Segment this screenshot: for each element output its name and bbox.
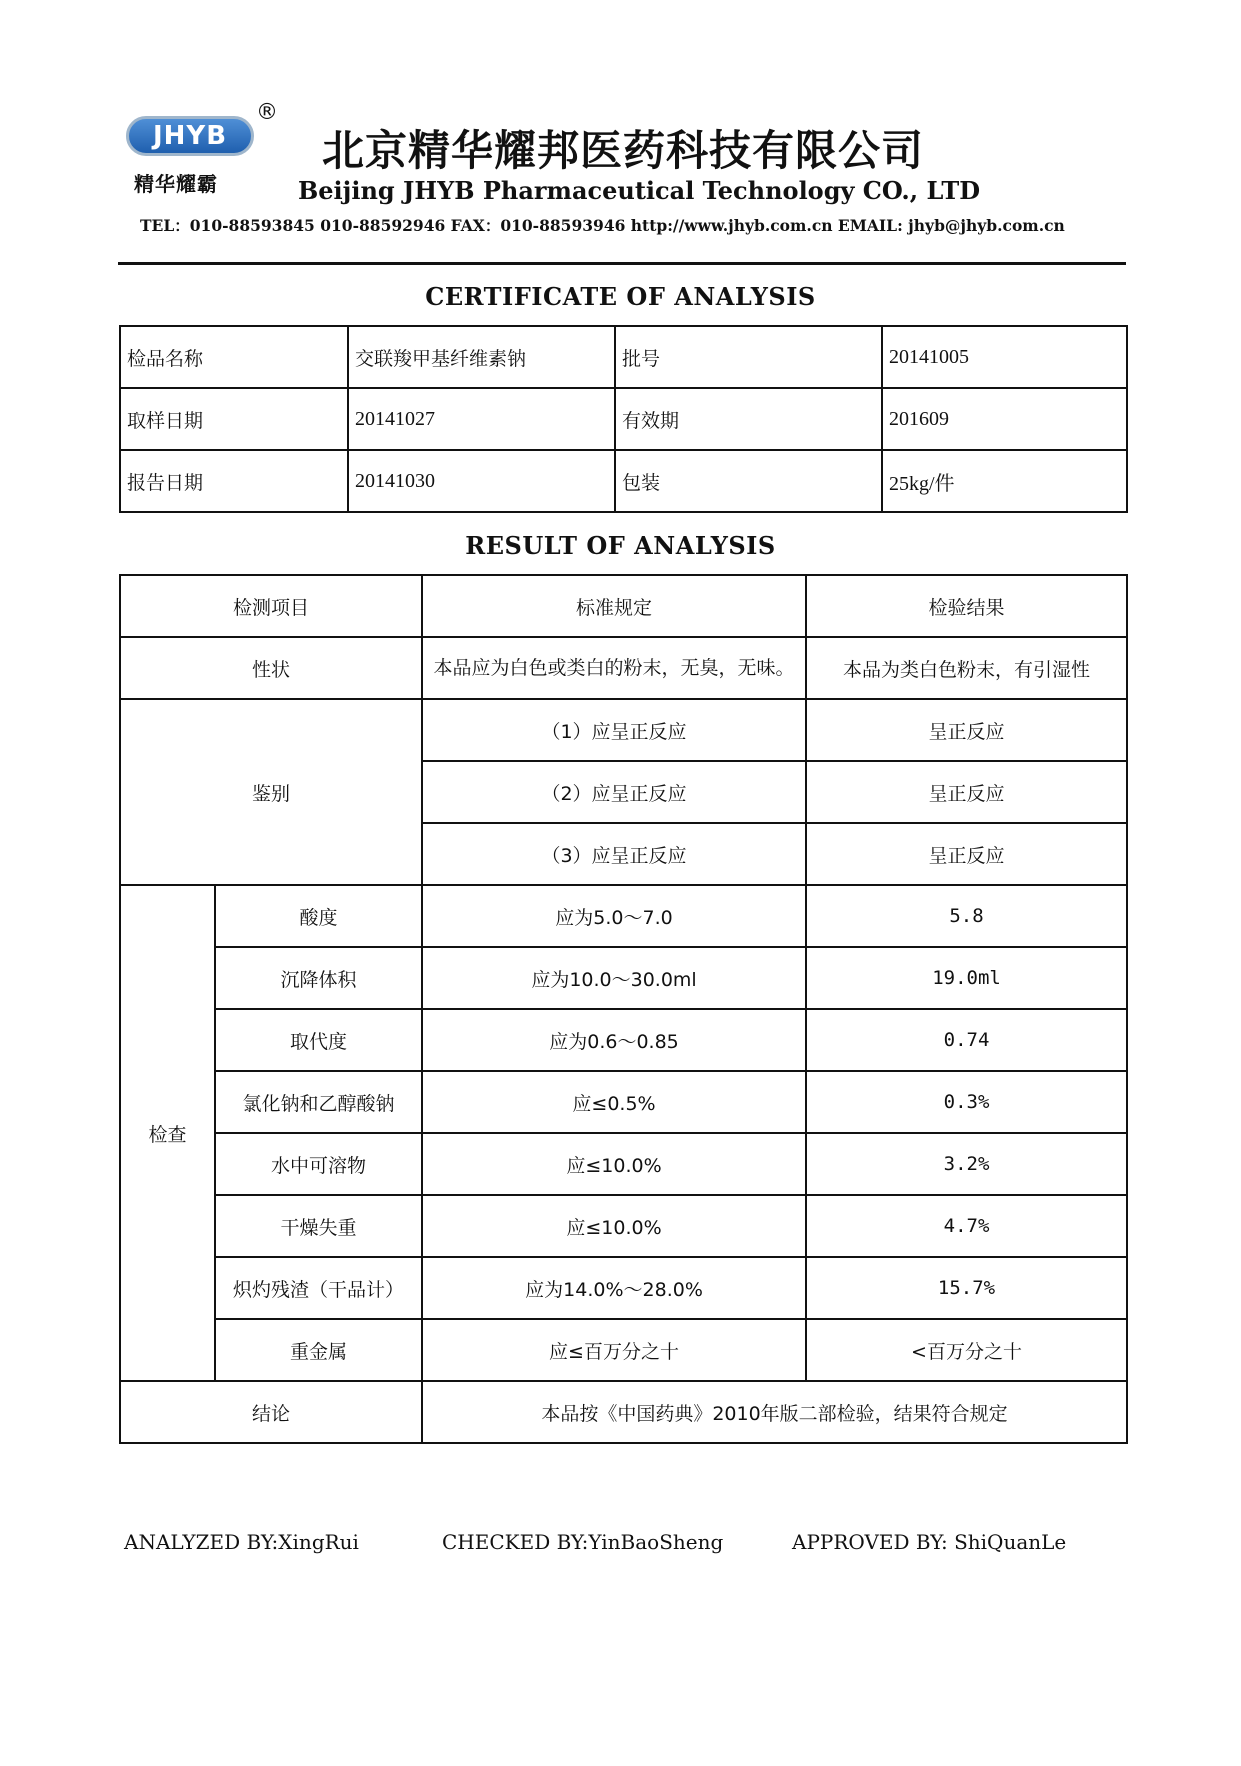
- checked-by: CHECKED BY:YinBaoSheng: [442, 1530, 724, 1554]
- column-header-standard: 标准规定: [422, 575, 806, 637]
- appearance-standard: 本品应为白色或类白的粉末，无臭，无味。: [422, 637, 806, 699]
- inspection-result: 0.74: [806, 1009, 1127, 1071]
- table-row: [120, 699, 1127, 761]
- value-package: 25kg/件: [882, 450, 1127, 512]
- table-row: [120, 1071, 1127, 1133]
- table-row: [120, 1009, 1127, 1071]
- value-sampling-date: 20141027: [348, 388, 615, 450]
- result-table: [119, 574, 1128, 1444]
- table-row: [120, 637, 1127, 699]
- conclusion-item: 结论: [120, 1381, 422, 1443]
- logo-text: JHYB: [152, 121, 228, 151]
- inspection-name: 沉降体积: [215, 947, 422, 1009]
- value-product-name: 交联羧甲基纤维素钠: [348, 326, 615, 388]
- table-row: [120, 947, 1127, 1009]
- conclusion-text: 本品按《中国药典》2010年版二部检验，结果符合规定: [422, 1381, 1127, 1443]
- value-batch-number: 20141005: [882, 326, 1127, 388]
- table-header-row: [120, 575, 1127, 637]
- inspection-result: 5.8: [806, 885, 1127, 947]
- label-sampling-date: 取样日期: [120, 388, 348, 450]
- label-report-date: 报告日期: [120, 450, 348, 512]
- logo-badge: [126, 116, 254, 156]
- inspection-result: 0.3%: [806, 1071, 1127, 1133]
- inspection-result: 15.7%: [806, 1257, 1127, 1319]
- inspection-name: 重金属: [215, 1319, 422, 1381]
- logo-subtitle: 精华耀霸: [134, 172, 218, 196]
- value-report-date: 20141030: [348, 450, 615, 512]
- label-product-name: 检品名称: [120, 326, 348, 388]
- inspection-name: 水中可溶物: [215, 1133, 422, 1195]
- label-expiry: 有效期: [615, 388, 882, 450]
- inspection-standard: 应≤0.5%: [422, 1071, 806, 1133]
- inspection-standard: 应为10.0～30.0ml: [422, 947, 806, 1009]
- table-row: [120, 450, 1127, 512]
- certificate-table: [119, 325, 1128, 513]
- inspection-standard: 应为0.6～0.85: [422, 1009, 806, 1071]
- header-divider: [118, 262, 1126, 265]
- approved-by: APPROVED BY: ShiQuanLe: [792, 1530, 1067, 1554]
- table-row: [120, 1381, 1127, 1443]
- certificate-title: CERTIFICATE OF ANALYSIS: [425, 282, 816, 311]
- inspection-result: 4.7%: [806, 1195, 1127, 1257]
- company-name-chinese: 北京精华耀邦医药科技有限公司: [322, 126, 925, 175]
- inspection-standard: 应≤10.0%: [422, 1195, 806, 1257]
- inspection-name: 氯化钠和乙醇酸钠: [215, 1071, 422, 1133]
- table-row: [120, 326, 1127, 388]
- label-package: 包装: [615, 450, 882, 512]
- column-header-item: 检测项目: [120, 575, 422, 637]
- inspection-name: 取代度: [215, 1009, 422, 1071]
- identification-result: 呈正反应: [806, 761, 1127, 823]
- company-logo: [120, 100, 280, 210]
- inspection-name: 干燥失重: [215, 1195, 422, 1257]
- table-row: [120, 1133, 1127, 1195]
- inspection-item: 检查: [120, 885, 215, 1381]
- table-row: [120, 885, 1127, 947]
- identification-result: 呈正反应: [806, 823, 1127, 885]
- inspection-result: <百万分之十: [806, 1319, 1127, 1381]
- table-row: [120, 1195, 1127, 1257]
- inspection-result: 3.2%: [806, 1133, 1127, 1195]
- identification-standard: （2）应呈正反应: [422, 761, 806, 823]
- inspection-name: 酸度: [215, 885, 422, 947]
- company-name-english: Beijing JHYB Pharmaceutical Technology CO., LTD: [298, 176, 981, 205]
- registered-mark: ®: [256, 100, 278, 125]
- value-expiry: 201609: [882, 388, 1127, 450]
- column-header-result: 检验结果: [806, 575, 1127, 637]
- identification-standard: （3）应呈正反应: [422, 823, 806, 885]
- inspection-standard: 应≤百万分之十: [422, 1319, 806, 1381]
- inspection-result: 19.0ml: [806, 947, 1127, 1009]
- inspection-standard: 应为14.0%～28.0%: [422, 1257, 806, 1319]
- analyzed-by: ANALYZED BY:XingRui: [124, 1530, 359, 1554]
- appearance-result: 本品为类白色粉末，有引湿性: [806, 637, 1127, 699]
- inspection-standard: 应为5.0～7.0: [422, 885, 806, 947]
- identification-result: 呈正反应: [806, 699, 1127, 761]
- contact-line: TEL：010-88593845 010-88592946 FAX：010-88593946 http://www.jhyb.com.cn EMAIL: jhyb@jhyb.com.cn: [140, 216, 1065, 235]
- identification-item: 鉴别: [120, 699, 422, 885]
- result-title: RESULT OF ANALYSIS: [465, 531, 776, 560]
- label-batch-number: 批号: [615, 326, 882, 388]
- inspection-name: 炽灼残渣（干品计）: [215, 1257, 422, 1319]
- identification-standard: （1）应呈正反应: [422, 699, 806, 761]
- inspection-standard: 应≤10.0%: [422, 1133, 806, 1195]
- table-row: [120, 1319, 1127, 1381]
- table-row: [120, 1257, 1127, 1319]
- table-row: [120, 388, 1127, 450]
- appearance-item: 性状: [120, 637, 422, 699]
